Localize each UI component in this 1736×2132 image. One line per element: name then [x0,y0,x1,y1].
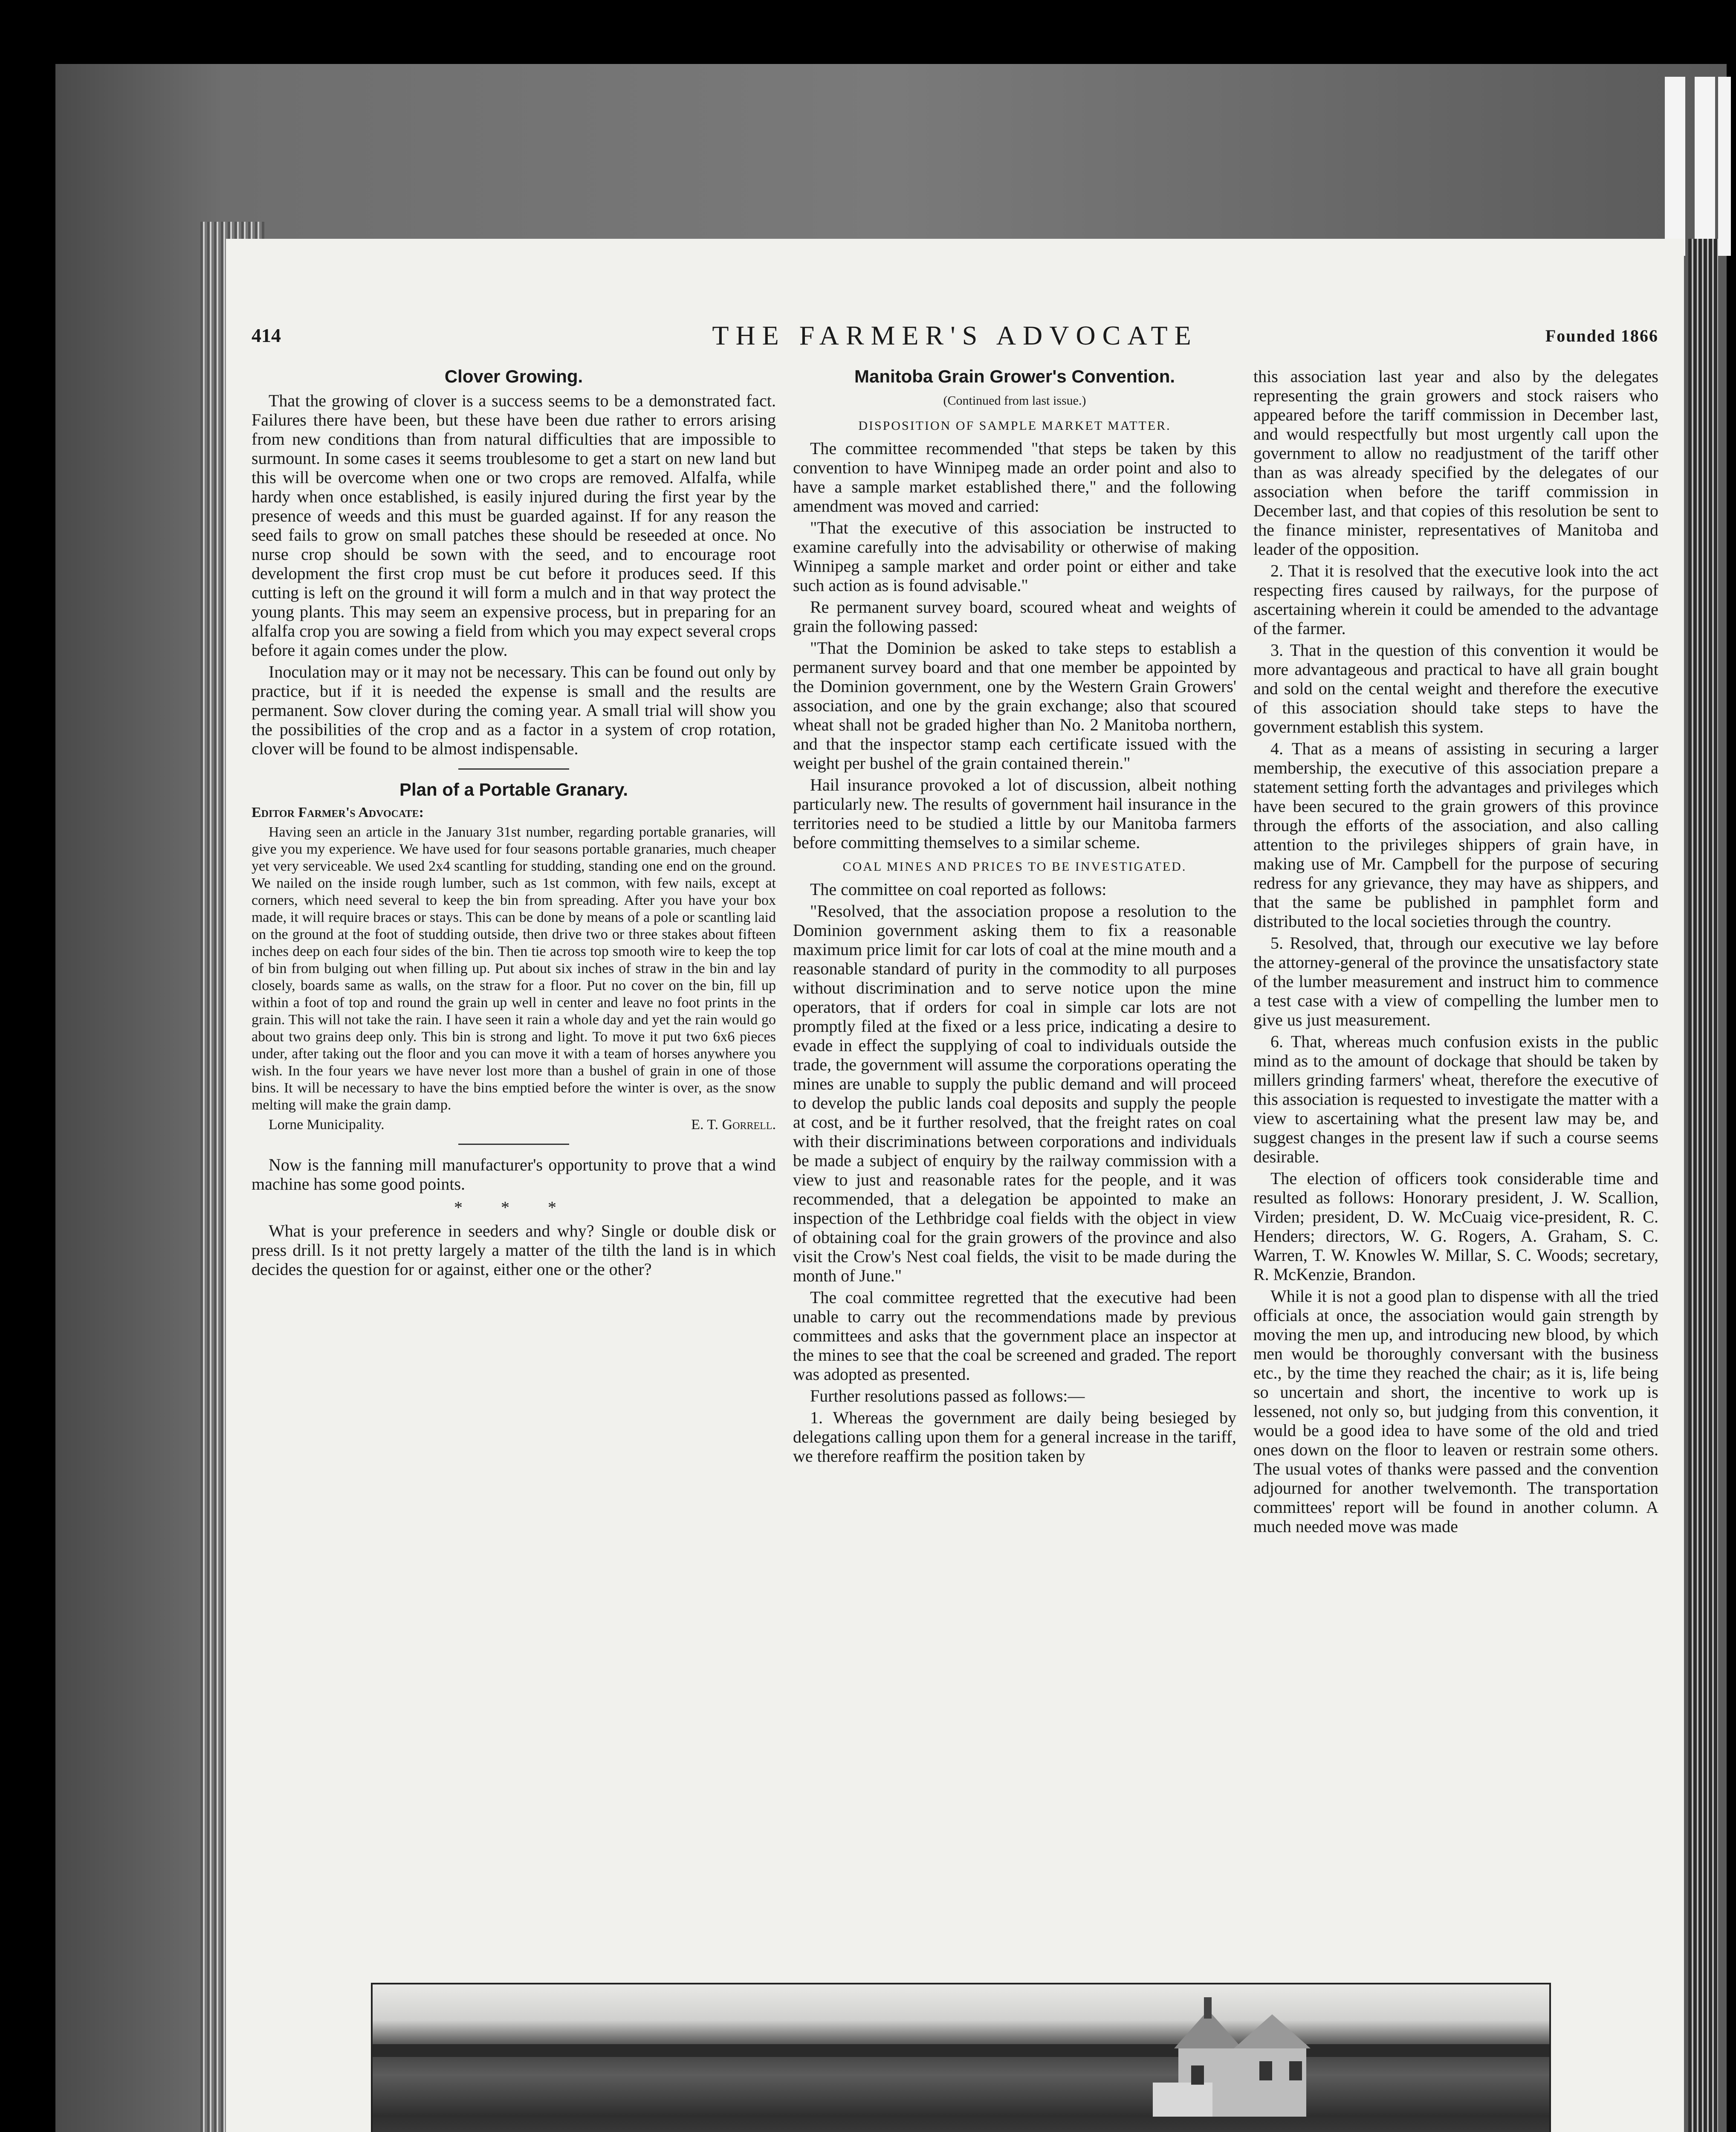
page-header [252,316,1658,362]
book-page-edges-right [1688,239,1718,2132]
window [1191,2065,1204,2085]
granary-letter: Having seen an article in the January 31st number, regarding portable granaries, will give you my experience. We have used for four seasons portable granaries, much cheaper yet very serviceable. We used 2x4 scantling for studding, standing one end on the ground. We nailed on the inside rough lumber, such as 1st common, with few nails, except at corners, which need several to keep the bin from spreading. After you have your box made, it will require braces or stays. This can be done by means of a pole or scantling laid on the ground at the foot of studding outside, then drive two or three stakes about fifteen inches deep on each four sides of the bin. Then tie across top smooth wire to keep the top of bin from bulging out when filling up. Put about six inches of straw in the bin and lay closely, boards same as walls, on the straw for a floor. Put no cover on the bin, fill up within a foot of top and round the grain up well in center and leave no foot prints in the grain. This will not take the rain. I have seen it rain a whole day and yet the rain would go about two grains deep only. This bin is strong and light. To move it put two 6x6 pieces under, after taking out the floor and you can move it with a team of horses anywhere you wish. In the four years we have never lost more than a bushel of grain in one of those bins. It will be necessary to have the bins emptied before the winter is over, as the snow melting will make the grain damp. [252,824,776,1113]
window [1259,2061,1272,2080]
middle-paragraph-3: Hail insurance provoked a lot of discussion, albeit nothing particularly new. The results of government hail insurance in the territories need to be studied a little by our Manitoba farmers before committing themselves to a similar scheme. [793,775,1236,852]
right-paragraph-3: 3. That in the question of this convention it would be more advantageous and practical to have all grain bought and sold on the cental weight and therefore the executive of this association should take steps to have the government establish this system. [1253,640,1658,736]
middle-quote-1: "That the executive of this association be instructed to examine carefully into the advisability or otherwise of making Winnipeg a sample market and order point or either and take such action as is found advisable." [793,518,1236,595]
column-middle [793,367,1236,1757]
divider [458,1144,569,1145]
granary-editor: Editor Farmer's Advocate: [252,805,424,820]
subhead-coal-mines: COAL MINES AND PRICES TO BE INVESTIGATED. [842,860,1187,874]
stars-separator: * * * [454,1198,573,1217]
founded-label: Founded 1866 [1545,326,1658,345]
convention-title: Manitoba Grain Grower's Convention. [854,367,1175,386]
clover-title: Clover Growing. [444,367,583,386]
clover-paragraph-2: Inoculation may or it may not be necessary. This can be found out only by practice, but if it is needed the expense is small and the results are permanent. Sow clover during the coming year. A small trial will show you the possibilities of the crop and as a factor in a system of crop rotation, clover will be found to be almost indispensable. [252,662,776,758]
clover-paragraph-1: That the growing of clover is a success seems to be a demonstrated fact. Failures there have been, but these have been due rather to errors arising from new conditions than from natural difficulties that are impossible to surmount. In some cases it seems troublesome to get a start on new land but this will be overcome when one or two crops are removed. Alfalfa, while hardy when once established, is easily injured during the first year by the presence of weeds and this must be guarded against. If for any reason the seed fails to grow on small patches these should be reseeded at once. No nurse crop should be sown with the seed, and to encourage root development the first crop must be cut before it produces seed. If this cutting is left on the ground it will form a mulch and in that way protect the young plants. This may seem an expensive process, but in preparing for an alfalfa crop you are sowing a field from which you may expect several crops before it again comes under the plow. [252,391,776,660]
right-paragraph-2: 2. That it is resolved that the executive look into the act respecting fires caused by railways, for the purpose of ascertaining wherein it could be amended to the advantage of the farmer. [1253,561,1658,638]
granary-signature [252,1116,776,1133]
divider [458,768,569,770]
right-paragraph-7: The election of officers took considerable time and resulted as follows: Honorary president, J. W. Scallion, Virden; president, D. W. McCuaig vice-president, R. C. Henders; directors, W. G. Rogers, A. Graham, S. C. Warren, T. W. Knowles W. Millar, S. C. Woods; secretary, R. McKenzie, Brandon. [1253,1169,1658,1284]
continued-note: (Continued from last issue.) [943,394,1086,408]
column-left [252,367,776,1757]
right-paragraph-6: 6. That, whereas much confusion exists in the public mind as to the amount of dockage that should be taken by millers grinding farmers' wheat, therefore the executive of this association is requested to investigate the matter with a view to ascertaining what the present law may be, and suggest changes in the present law if such a course seems desirable. [1253,1032,1658,1166]
granary-author: E. T. Gorrell. [691,1117,776,1133]
page-number: 414 [252,324,281,346]
middle-paragraph-2: Re permanent survey board, scoured wheat and weights of grain the following passed: [793,597,1236,636]
porch [1153,2083,1212,2117]
column-right [1253,367,1658,1757]
middle-paragraph-1: The committee recommended "that steps be taken by this convention to have Winnipeg made an order point and also to have a sample market established there," and the following amendment was moved and carried: [793,439,1236,516]
farm-photo [371,1983,1551,2132]
right-paragraph-1: this association last year and also by the delegates representing the grain growers and stock raisers who appeared before the tariff commission in December last, and would respectfully but most urgently call upon the government to allow no readjustment of the tariff other than as was already specified by the delegates of our association when before the tariff commission in December last, and that copies of this resolution be sent to the finance minister, representatives of Manitoba and leader of the opposition. [1253,367,1658,559]
granary-title: Plan of a Portable Granary. [399,779,628,800]
granary-place: Lorne Municipality. [269,1117,385,1133]
middle-paragraph-6: Further resolutions passed as follows:— [810,1386,1085,1405]
right-paragraph-8: While it is not a good plan to dispense with all the tried officials at once, the association would gain strength by moving the men up, and introducing new blood, by which men would be thoroughly conversant with the business etc., by the time they reached the chair; as it is, life being so uncertain and short, the incentive to work up is lessened, not only so, but judging from this convention, it would be a good idea to have some of the old and tried ones down on the floor to leaven or restrain some others. The usual votes of thanks were passed and the convention adjourned for another twelvemonth. The transportation committees' report will be found in another column. A much needed move was made [1253,1286,1658,1536]
middle-paragraph-4: The committee on coal reported as follows: [810,880,1107,899]
farm-house-illustration [373,1984,1549,2132]
chimney [1204,1997,1212,2019]
masthead: THE FARMER'S ADVOCATE [712,320,1198,351]
window [1289,2061,1302,2080]
fanning-paragraph: Now is the fanning mill manufacturer's opportunity to prove that a wind machine has some good points. [252,1155,776,1193]
middle-paragraph-7: 1. Whereas the government are daily being besieged by delegations calling upon them for a general increase in the tariff, we therefore reaffirm the position taken by [793,1408,1236,1466]
bar-2 [1695,77,1715,256]
house-roof-2 [1234,2014,1311,2048]
middle-quote-2: "That the Dominion be asked to take steps to establish a permanent survey board and that one member be appointed by the Dominion government, one by the Western Grain Growers' association, and one by the grain exchange; also that scoured wheat shall not be graded higher than No. 2 Manitoba northern, and that the inspector stamp each certificate issued with the weight per bushel of the grain contained therein." [793,638,1236,773]
subhead-sample-market: DISPOSITION OF SAMPLE MARKET MATTER. [858,419,1171,433]
bar-3 [1718,77,1731,256]
middle-quote-3: "Resolved, that the association propose a resolution to the Dominion government asking them to fix a reasonable maximum price limit for car lots of coal at the mine mouth and a reasonable standard of purity in the commodity to all purposes without discrimination and to serve notice upon the mine operators, that if orders for coal in simple car lots are not promptly filed at the fixed or a less price, indicating a desire to evade in effect the supplying of coal to individuals outside the trade, the government will assume the corporations operating the mines are unable to supply the public demand and will proceed to develop the public lands coal deposits and supply the people at cost, and be it further resolved, that the freight rates on coal with their discriminations between corporations and individuals be made a subject of enquiry by the railway commission with a view to just and reasonable rates for the people, and it was recommended, that a delegation be appointed to make an inspection of the Lethbridge coal fields with the object in view of obtaining coal for the grain growers of the province and also visit the Crow's Nest coal fields, the visit to be made during the month of June." [793,901,1236,1285]
right-paragraph-5: 5. Resolved, that, through our executive we lay before the attorney-general of the province the unsatisfactory state of the lumber measurement and instruct him to commence a test case with a view of compelling the lumber men to give us just measurement. [1253,933,1658,1029]
seeders-paragraph: What is your preference in seeders and why? Single or double disk or press drill. Is it not pretty largely a matter of the tilth the land is in which decides the question for or against, either one or the other? [252,1221,776,1279]
tree-line [373,2044,1549,2057]
bar-1 [1665,77,1685,256]
newspaper-page [226,239,1684,2132]
right-paragraph-4: 4. That as a means of assisting in securing a larger membership, the executive of this association prepare a statement setting forth the advantages and privileges which have been secured to the grain growers of this province through the efforts of the association, and also calling attention to the privileges shippers of grain have, in making use of Mr. Campbell for the purpose of securing redress for any grievance, they may have as shippers, and that the same be published in pamphlet form and distributed to the local societies through the country. [1253,739,1658,931]
middle-paragraph-5: The coal committee regretted that the executive had been unable to carry out the recommendations made by previous committees and asks that the government place an inspector at the mines to see that the coal be screened and graded. The report was adopted as presented. [793,1288,1236,1384]
